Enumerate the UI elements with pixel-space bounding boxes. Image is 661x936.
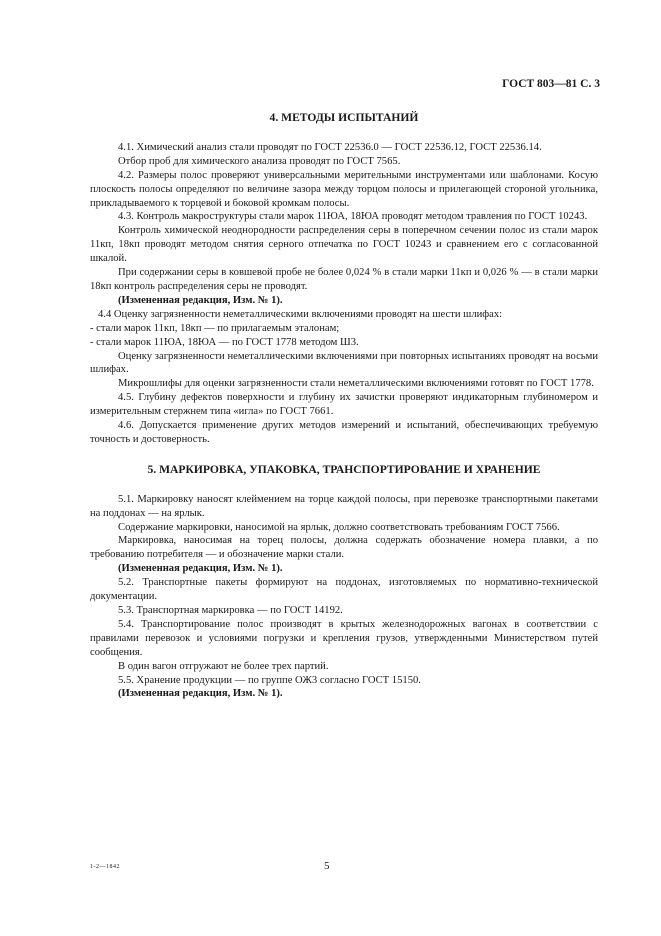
paragraph-repeat-tests: Оценку загрязненности неметаллическими включениями при повторных испытаниях проводят на восьми шлифах. [90,350,598,376]
amendment-note: (Измененная редакция, Изм. № 1). [118,294,283,306]
paragraph-4-3: 4.3. Контроль макроструктуры стали марок 11ЮА, 18ЮА проводят методом травления по ГОСТ 10243. [118,211,588,223]
paragraph-end-marking: Маркировка, наносимая на торец полосы, должна содержать обозначение номера плавки, а по требованию потребителя — и обозначение марки стали. [90,535,598,561]
paragraph-4-4: 4.4 Оценку загрязненности неметаллическими включениями проводят на шести шлифах: [98,308,503,320]
paragraph-5-3: 5.3. Транспортная маркировка — по ГОСТ 14192. [118,605,343,616]
paragraph-wagon-limit: В один вагон отгружают не более трех партий. [118,660,329,672]
paragraph-4-5: 4.5. Глубину дефектов поверхности и глубину их зачистки проверяют индикаторным глубиномером и измерительным стержнем типа «игла» по ГОСТ 7661. [90,392,598,418]
list-item: - стали марок 11ЮА, 18ЮА — по ГОСТ 1778 методом Ш3. [90,336,359,348]
paragraph-sulfur-control: Контроль химической неоднородности распределения серы в поперечном сечении полос из стали марок 11кп, 18кп проводят методом снятия серного отпечатка по ГОСТ 10243 и сравнением его с согласованной шкалой. [90,225,598,265]
section-4-title: 4. МЕТОДЫ ИСПЫТАНИЙ [269,111,419,124]
page-number: 5 [324,860,330,872]
paragraph-4-6: 4.6. Допускается применение других методов измерений и испытаний, обеспечивающих требуемую точность и достоверность. [90,420,598,445]
section-5-title: 5. МАРКИРОВКА, УПАКОВКА, ТРАНСПОРТИРОВАНИЕ И ХРАНЕНИЕ [147,462,541,476]
amendment-note: (Измененная редакция, Изм. № 1). [118,563,283,575]
paragraph-label-content: Содержание маркировки, наносимой на ярлык, должно соответствовать требованиям ГОСТ 7566. [118,521,560,533]
print-code: 1-2—1842 [90,864,120,870]
paragraph-5-1: 5.1. Маркировку наносят клеймением на торце каждой полосы, при перевозке транспортными пакетами на поддонах — на ярлык. [90,493,598,519]
document-header: ГОСТ 803—81 С. 3 [502,78,600,90]
paragraph-sulfur-content: При содержании серы в ковшевой пробе не более 0,024 % в стали марки 11кп и 0,026 % — в стали марки 18кп контроль распределения серы не проводят. [90,267,598,292]
paragraph-4-2: 4.2. Размеры полос проверяют универсальными мерительными инструментами или шаблонами. Косую плоскость полосы определяют по величине зазора между торцом полосы и прилегающей стороной угольника, прикладываемого к торцевой и боковой кромкам полосы. [90,169,598,209]
paragraph-sampling: Отбор проб для химического анализа проводят по ГОСТ 7565. [118,155,401,167]
paragraph-5-2: 5.2. Транспортные пакеты формируют на поддонах, изготовляемых по нормативно-технической документации. [90,577,598,603]
paragraph-5-5: 5.5. Хранение продукции — по группе ОЖ3 согласно ГОСТ 15150. [118,674,421,686]
amendment-note: (Измененная редакция, Изм. № 1). [118,688,283,700]
paragraph-5-4: 5.4. Транспортирование полос производят в крытых железнодорожных вагонах в соответствии с правилами перевозок и условиями погрузки и крепления грузов, утвержденными Министерством путей сообщения. [90,618,598,658]
document-body [90,111,598,701]
paragraph-4-1: 4.1. Химический анализ стали проводят по ГОСТ 22536.0 — ГОСТ 22536.12, ГОСТ 22536.14. [118,141,542,153]
list-item: - стали марок 11кп, 18кп — по прилагаемым эталонам; [90,322,340,334]
paragraph-microsections: Микрошлифы для оценки загрязненности стали неметаллическими включениями готовят по ГОСТ 1778. [118,378,594,390]
